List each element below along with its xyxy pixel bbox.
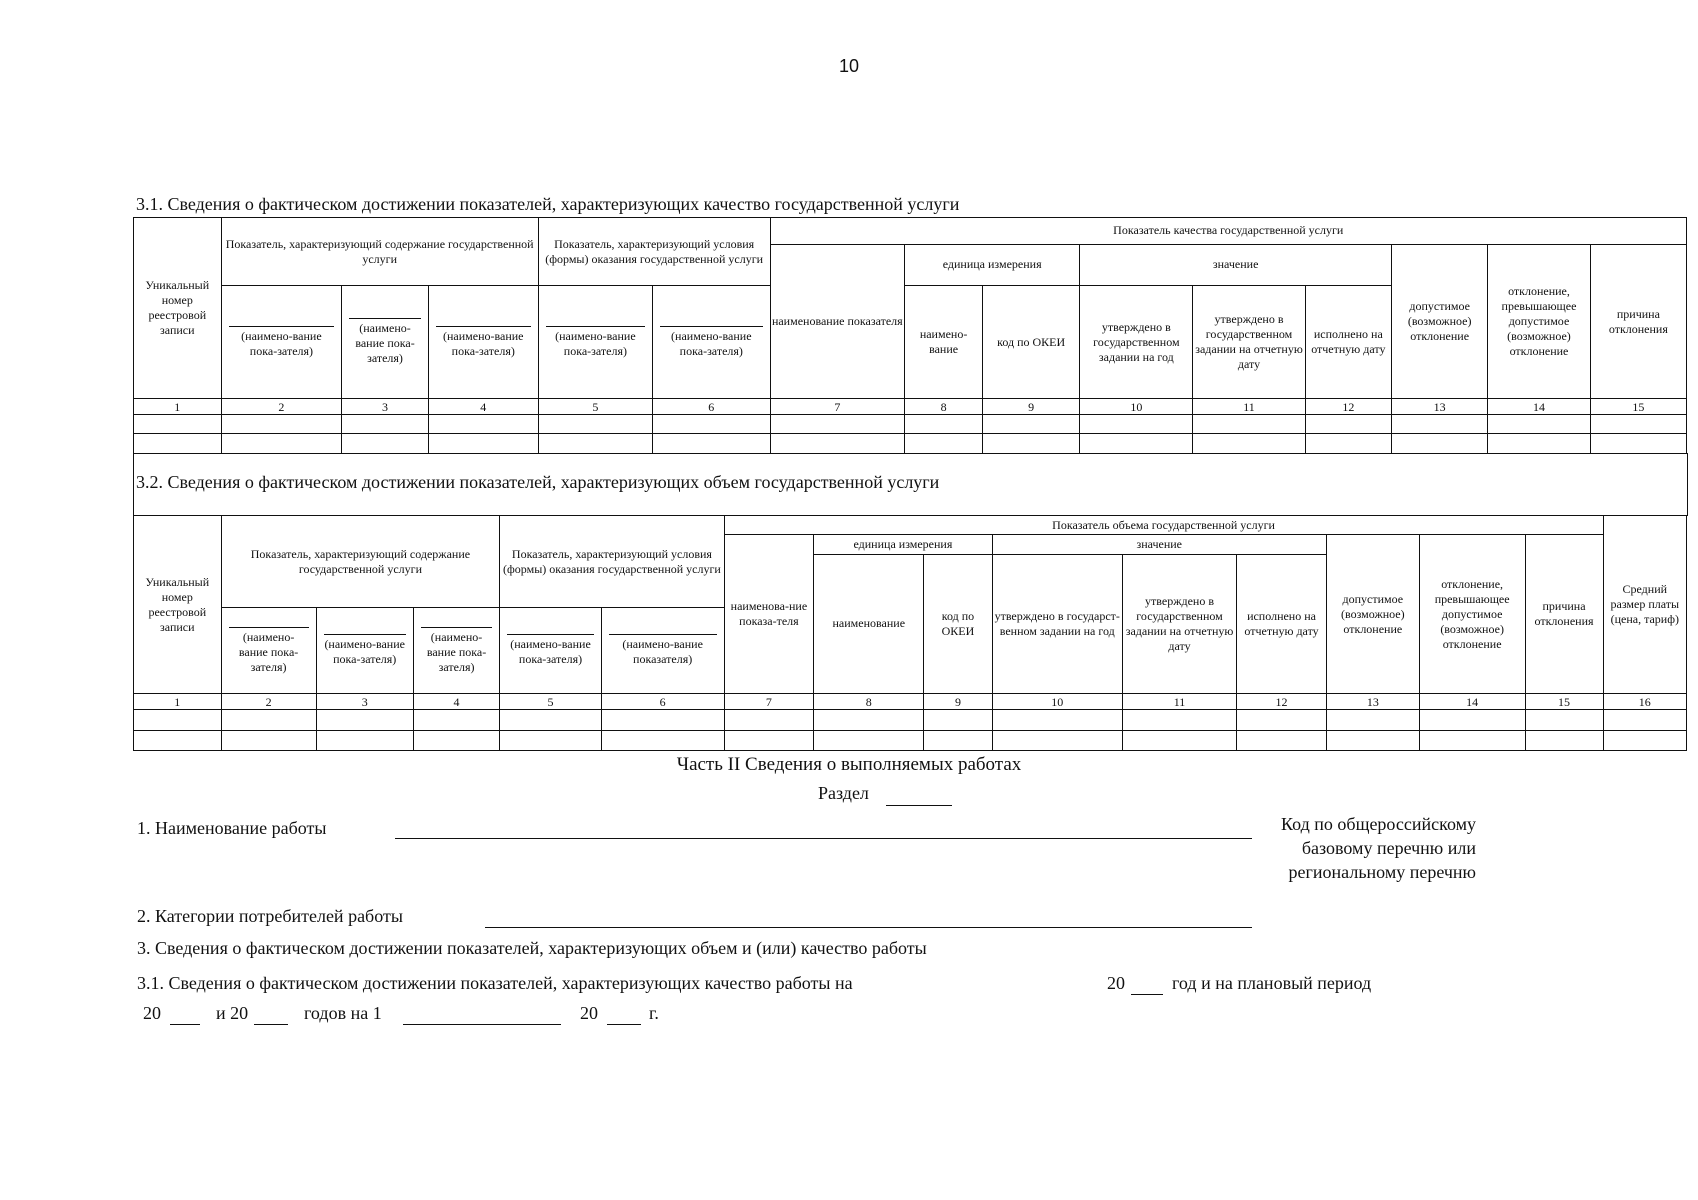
code-label-line-3: региональному перечню bbox=[1288, 862, 1476, 882]
unit-name-header: наименование bbox=[814, 554, 924, 693]
column-number: 9 bbox=[924, 694, 992, 710]
sub-indicator-name: (наимено-вание показателя) bbox=[601, 608, 724, 694]
approved-year-header: утверждено в государственном задании на год bbox=[1080, 286, 1193, 399]
year-prefix: 20 bbox=[1107, 973, 1125, 993]
table-row bbox=[134, 414, 1687, 434]
sub-indicator-name: (наимено-вание пока-зателя) bbox=[316, 608, 413, 694]
column-number: 14 bbox=[1419, 694, 1525, 710]
table-row bbox=[134, 710, 1687, 730]
period-year-1-prefix: 20 bbox=[143, 1003, 161, 1023]
unit-header: единица измерения bbox=[905, 244, 1080, 285]
year-suffix: год и на плановый период bbox=[1172, 973, 1372, 993]
unit-header: единица измерения bbox=[814, 535, 992, 554]
column-number: 5 bbox=[500, 694, 601, 710]
column-number: 1 bbox=[134, 694, 222, 710]
conditions-indicator-header: Показатель, характеризующий условия (формы) оказания государственной услуги bbox=[538, 218, 770, 286]
section-3-1-title: 3.1. Сведения о фактическом достижении показателей, характеризующих качество государственной услуги bbox=[136, 194, 960, 214]
code-label-line-2: базовому перечню или bbox=[1301, 838, 1476, 858]
okei-code-header: код по ОКЕИ bbox=[983, 286, 1080, 399]
column-number-row bbox=[134, 694, 1687, 710]
column-number: 12 bbox=[1305, 399, 1392, 414]
period-year-2-blank[interactable] bbox=[254, 1024, 288, 1025]
column-number: 13 bbox=[1392, 399, 1488, 414]
quality-indicator-header: Показатель качества государственной услуги bbox=[770, 218, 1686, 245]
column-number: 14 bbox=[1488, 399, 1591, 414]
column-number: 10 bbox=[1080, 399, 1193, 414]
period-and-label: и 20 bbox=[216, 1003, 249, 1023]
column-number-row bbox=[134, 399, 1687, 414]
column-number: 11 bbox=[1193, 399, 1305, 414]
exceeding-deviation-header: отклонение, превышающее допустимое (возможное) отклонение bbox=[1419, 535, 1525, 694]
period-date-blank[interactable] bbox=[403, 1024, 561, 1025]
conditions-indicator-header: Показатель, характеризующий условия (формы) оказания государственной услуги bbox=[500, 516, 724, 608]
deviation-reason-header: причина отклонения bbox=[1590, 244, 1686, 399]
column-number: 6 bbox=[601, 694, 724, 710]
volume-table bbox=[133, 515, 1687, 751]
column-number: 8 bbox=[814, 694, 924, 710]
column-number: 4 bbox=[413, 694, 500, 710]
deviation-reason-header: причина отклонения bbox=[1525, 535, 1603, 694]
period-years-label: годов на 1 bbox=[304, 1003, 382, 1023]
value-header: значение bbox=[1080, 244, 1392, 285]
work-name-label: 1. Наименование работы bbox=[137, 818, 327, 838]
section-label: Раздел bbox=[818, 783, 869, 803]
allowed-deviation-header: допустимое (возможное) отклонение bbox=[1392, 244, 1488, 399]
column-number: 9 bbox=[983, 399, 1080, 414]
approved-date-header: утверждено в государственном задании на отчетную дату bbox=[1122, 554, 1236, 693]
content-indicator-header: Показатель, характеризующий содержание государственной услуги bbox=[221, 516, 500, 608]
column-number: 2 bbox=[221, 399, 342, 414]
approved-date-header: утверждено в государственном задании на отчетную дату bbox=[1193, 286, 1305, 399]
info-label: 3. Сведения о фактическом достижении показателей, характеризующих объем и (или) качество работы bbox=[137, 938, 927, 958]
page-number: 10 bbox=[838, 56, 860, 76]
column-number: 3 bbox=[316, 694, 413, 710]
consumers-label: 2. Категории потребителей работы bbox=[137, 906, 403, 926]
consumers-blank[interactable] bbox=[485, 927, 1252, 928]
content-indicator-header: Показатель, характеризующий содержание государственной услуги bbox=[221, 218, 538, 286]
sub-indicator-name: (наимено-вание пока-зателя) bbox=[500, 608, 601, 694]
period-year-1-blank[interactable] bbox=[170, 1024, 200, 1025]
sub-indicator-name: (наимено-вание пока-зателя) bbox=[428, 286, 538, 399]
fulfilled-header: исполнено на отчетную дату bbox=[1237, 554, 1327, 693]
approved-year-header: утверждено в государст-венном задании на год bbox=[992, 554, 1122, 693]
section-number-blank[interactable] bbox=[886, 805, 952, 806]
sub-indicator-name: (наимено-вание пока-зателя) bbox=[653, 286, 770, 399]
column-number: 16 bbox=[1603, 694, 1686, 710]
sub-indicator-name: (наимено-вание пока-зателя) bbox=[221, 286, 342, 399]
column-number: 5 bbox=[538, 399, 652, 414]
unique-number-header: Уникальный номер реестровой записи bbox=[134, 218, 222, 399]
column-number: 15 bbox=[1590, 399, 1686, 414]
column-number: 1 bbox=[134, 399, 222, 414]
column-number: 8 bbox=[905, 399, 983, 414]
year-blank[interactable] bbox=[1131, 994, 1163, 995]
column-number: 6 bbox=[653, 399, 770, 414]
table-row bbox=[134, 730, 1687, 750]
column-number: 11 bbox=[1122, 694, 1236, 710]
okei-code-header: код по ОКЕИ bbox=[924, 554, 992, 693]
quality-works-label: 3.1. Сведения о фактическом достижении показателей, характеризующих качество работы на bbox=[137, 973, 853, 993]
fulfilled-header: исполнено на отчетную дату bbox=[1305, 286, 1392, 399]
sub-indicator-name: (наимено-вание пока-зателя) bbox=[538, 286, 652, 399]
column-number: 7 bbox=[770, 399, 905, 414]
indicator-name-header: наименова-ние показа-теля bbox=[724, 535, 814, 694]
column-number: 2 bbox=[221, 694, 316, 710]
unit-name-header: наимено-вание bbox=[905, 286, 983, 399]
code-label-line-1: Код по общероссийскому bbox=[1281, 814, 1476, 834]
column-number: 12 bbox=[1237, 694, 1327, 710]
sub-indicator-name: (наимено-вание пока-зателя) bbox=[342, 286, 429, 399]
column-number: 3 bbox=[342, 399, 429, 414]
column-number: 10 bbox=[992, 694, 1122, 710]
work-name-blank[interactable] bbox=[395, 838, 1252, 839]
value-header: значение bbox=[992, 535, 1326, 554]
column-number: 7 bbox=[724, 694, 814, 710]
quality-table bbox=[133, 217, 1687, 454]
part-2-title: Часть II Сведения о выполняемых работах bbox=[676, 754, 1022, 775]
column-number: 15 bbox=[1525, 694, 1603, 710]
period-year-suffix: г. bbox=[649, 1003, 659, 1023]
unique-number-header: Уникальный номер реестровой записи bbox=[134, 516, 222, 694]
allowed-deviation-header: допустимое (возможное) отклонение bbox=[1326, 535, 1419, 694]
column-number: 4 bbox=[428, 399, 538, 414]
average-fee-header: Средний размер платы (цена, тариф) bbox=[1603, 516, 1686, 694]
column-number: 13 bbox=[1326, 694, 1419, 710]
volume-indicator-header: Показатель объема государственной услуги bbox=[724, 516, 1603, 535]
indicator-name-header: наименование показателя bbox=[770, 244, 905, 399]
sub-indicator-name: (наимено-вание пока-зателя) bbox=[221, 608, 316, 694]
sub-indicator-name: (наимено-вание пока-зателя) bbox=[413, 608, 500, 694]
exceeding-deviation-header: отклонение, превышающее допустимое (возможное) отклонение bbox=[1488, 244, 1591, 399]
period-year-3-prefix: 20 bbox=[580, 1003, 598, 1023]
section-3-2-title: 3.2. Сведения о фактическом достижении показателей, характеризующих объем государственной услуги bbox=[136, 472, 940, 492]
table-row bbox=[134, 434, 1687, 454]
period-year-3-blank[interactable] bbox=[607, 1024, 641, 1025]
